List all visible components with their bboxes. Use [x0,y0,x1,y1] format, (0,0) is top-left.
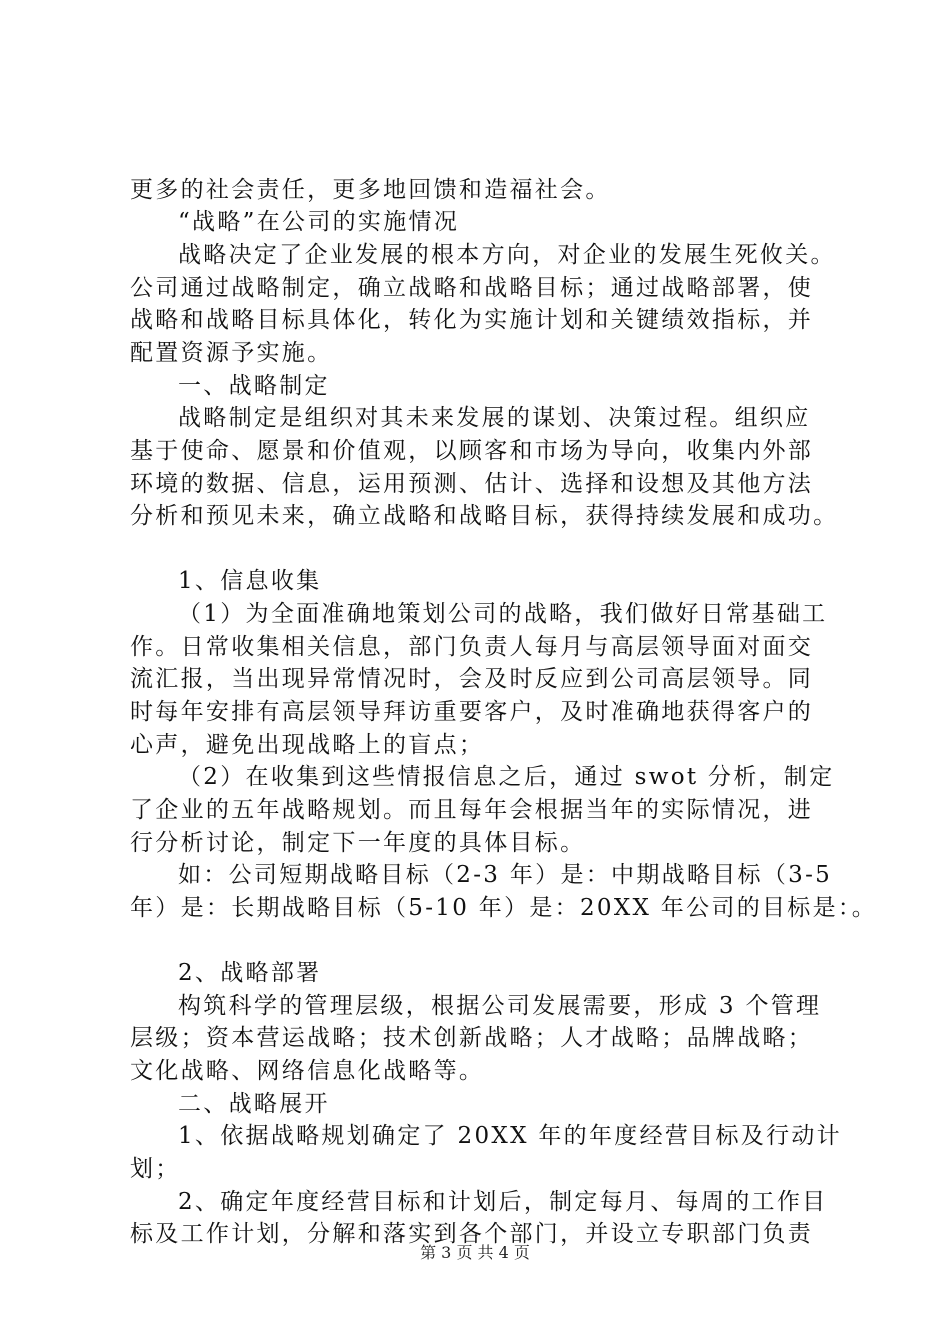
text-line: 战略和战略目标具体化，转化为实施计划和关键绩效指标，并 [130,307,814,333]
text-line: 作。日常收集相关信息，部门负责人每月与高层领导面对面交 [130,634,814,660]
section-heading: 一、战略制定 [178,373,330,399]
text-line: （1）为全面准确地策划公司的战略，我们做好日常基础工 [178,601,828,627]
section-heading: 2、战略部署 [178,960,322,986]
text-line: 更多的社会责任，更多地回馈和造福社会。 [130,177,611,203]
text-line: 战略制定是组织对其未来发展的谋划、决策过程。组织应 [178,405,811,431]
page-number-footer: 第 3 页 共 4 页 [420,1243,530,1262]
text-line: 公司通过战略制定，确立战略和战略目标；通过战略部署，使 [130,275,814,301]
text-line: 流汇报，当出现异常情况时，会及时反应到公司高层领导。同 [130,666,814,692]
text-line: 年）是：长期战略目标（5-10 年）是：20XX 年公司的目标是：。 [130,895,878,921]
text-line: 战略决定了企业发展的根本方向，对企业的发展生死攸关。 [178,242,836,268]
text-line: 层级；资本营运战略；技术创新战略；人才战略；品牌战略； [130,1025,814,1051]
text-line: 1、依据战略规划确定了 20XX 年的年度经营目标及行动计 [178,1123,842,1149]
text-line: 行分析讨论，制定下一年度的具体目标。 [130,830,586,856]
text-line: 构筑科学的管理层级，根据公司发展需要，形成 3 个管理 [178,993,822,1019]
section-heading: 1、信息收集 [178,568,322,594]
text-line: 2、确定年度经营目标和计划后，制定每月、每周的工作目 [178,1189,828,1215]
text-line: 文化战略、网络信息化战略等。 [130,1058,485,1084]
text-line: 心声，避免出现战略上的盲点； [130,732,485,758]
text-line: 环境的数据、信息，运用预测、估计、选择和设想及其他方法 [130,471,814,497]
text-line: 分析和预见未来，确立战略和战略目标，获得持续发展和成功。 [130,503,839,529]
text-line: 划； [130,1156,181,1182]
text-line: 时每年安排有高层领导拜访重要客户，及时准确地获得客户的 [130,699,814,725]
text-line: （2）在收集到这些情报信息之后，通过 swot 分析，制定 [178,764,835,790]
section-heading: “战略”在公司的实施情况 [178,209,460,235]
section-heading: 二、战略展开 [178,1091,330,1117]
text-line: 标及工作计划，分解和落实到各个部门，并设立专职部门负责 [130,1221,814,1247]
text-line: 了企业的五年战略规划。而且每年会根据当年的实际情况，进 [130,797,814,823]
text-line: 配置资源予实施。 [130,340,333,366]
text-line: 基于使命、愿景和价值观，以顾客和市场为导向，收集内外部 [130,438,814,464]
text-line: 如：公司短期战略目标（2-3 年）是：中期战略目标（3-5 [178,862,833,888]
